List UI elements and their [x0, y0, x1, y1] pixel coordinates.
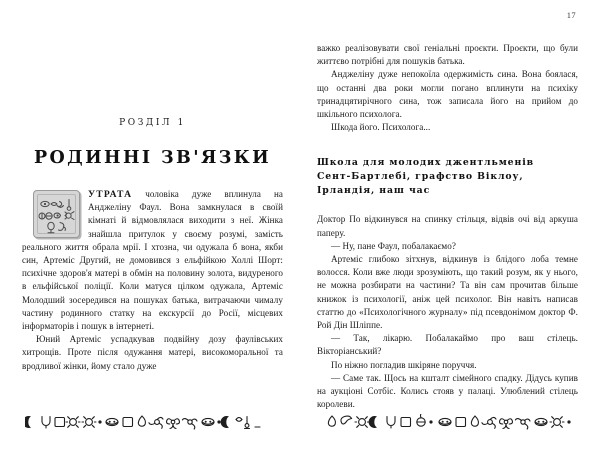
left-body-text: [22, 188, 283, 373]
left-paragraph-1-text: чоловіка дуже вплинула на Анджеліну Фаул. Вона замкнулася в своїй кімнаті й відмовлялася виходити з неї. Жінка знайшла притулок у своєму розумі, замість реального життя обрала мрії. І хтозна, чи одужала б вона, якби син, Артеміс Другий, не домовився з ельфійкою Холлі Шорт: психічне здоров'я матері в обмін на половину золота, видуреного в ельфійської поліції. Коли матуся цілком одужала, Артеміс Молодший зосередився на пошуках батька, витрачаючи чималу частину родинного статку на екскурсії до Росії, місцевих інформаторів і пошук в інтернеті.: [22, 189, 283, 332]
right-page: [300, 0, 600, 461]
right-folio-row: [317, 0, 578, 30]
right-paragraph-2: Анджеліну дуже непокоїла одержимість сина. Вона боялася, що останні два роки могли погано вплинути на психіку тринадцятирічного сина, тож записала його на прийом до шкільного психолога.: [317, 69, 578, 120]
right-body-text-top: [317, 42, 578, 134]
right-after-paragraph-4: — Так, лікарю. Побалакаймо про ваш стілець. Вікторіанський?: [317, 333, 578, 357]
chapter-title: РОДИННІ ЗВ'ЯЗКИ: [33, 148, 272, 168]
lead-word: УТРАТА: [88, 189, 133, 200]
scene-location-heading: [317, 156, 578, 198]
right-after-paragraph-3: Артеміс глибоко зітхнув, відкинув із блідого лоба темне волосся. Коли вже люди зрозуміють, що такий розум, як у нього, не можна розбирати на частини? Та він сам прочитав більше книжок із психології, аніж цей психолог. Він навіть написав статтю до «Психологічного журналу» під псевдонімом доктор Ф. Рой Дін Шліппе.: [317, 254, 578, 331]
gnommish-rune-plaque-icon: [33, 190, 80, 238]
left-gnommish-footer: [0, 414, 300, 435]
chapter-label: РОЗДІЛ 1: [119, 118, 186, 128]
scene-location-line-1: Школа для молодих джентльменів: [317, 157, 534, 169]
right-after-paragraph-1: Доктор По відкинувся на спинку стільця, відвів очі від аркуша паперу.: [317, 214, 578, 238]
right-after-paragraph-2: — Ну, пане Фаул, побалакаємо?: [331, 240, 456, 251]
right-after-paragraph-5: По ніжно погладив шкіряне поруччя.: [331, 359, 477, 370]
scene-location-line-3: Ірландія, наш час: [317, 185, 431, 197]
right-paragraph-3: Шкода його. Психолога...: [331, 122, 431, 133]
right-paragraph-1: важко реалізовувати свої геніальні проєкти. Проєкти, що були життєво потрібні для пошуків батька.: [317, 43, 578, 67]
left-paragraph-2: Юний Артеміс успадкував подвійну дозу фаулівських хитрощів. Проте після одужання матері, високоморальної та вродливої жінки, йому стало дуже: [22, 334, 283, 371]
right-after-paragraph-6: — Саме так. Щось на кшталт сімейного спадку. Дідусь купив на аукціоні Сотбіс. Колись стояв у палаці. Улюблений стілець королеви.: [317, 372, 578, 410]
right-body-text-bottom: [317, 213, 578, 411]
left-folio-row: [22, 0, 283, 30]
chapter-heading-block: [22, 118, 283, 168]
right-gnommish-footer: [300, 414, 600, 435]
scene-location-line-2: Сент-Бартлебі, графство Віклоу,: [317, 171, 524, 183]
page-number: 17: [566, 10, 576, 20]
